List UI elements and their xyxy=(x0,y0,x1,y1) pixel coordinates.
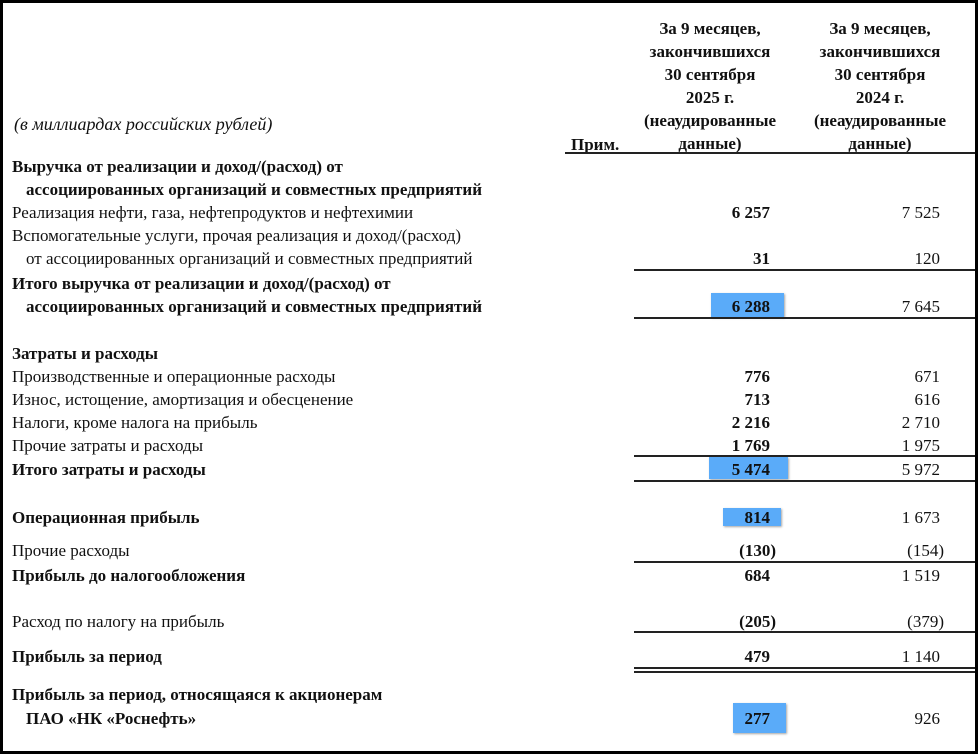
other-expenses-2024: (154) xyxy=(907,541,944,560)
header-line: данные) xyxy=(678,134,742,153)
income-tax-2025: (205) xyxy=(739,612,776,631)
unit-note: (в миллиардах российских рублей) xyxy=(14,114,273,134)
header-line: закончившихся xyxy=(819,42,941,61)
column-header-2024 xyxy=(795,17,965,155)
total-costs-label: Итого затраты и расходы xyxy=(12,460,206,479)
pretax-income-2024: 1 519 xyxy=(901,566,940,585)
operating-income-2024: 1 673 xyxy=(901,508,940,527)
production-costs-2025: 776 xyxy=(744,367,770,386)
total-rule xyxy=(634,480,975,482)
operating-income-2025: 814 xyxy=(744,508,770,527)
support-services-2025: 31 xyxy=(753,249,770,268)
net-income-label: Прибыль за период xyxy=(12,647,162,666)
income-tax-label: Расход по налогу на прибыль xyxy=(12,612,225,631)
net-income-shareholders-label-cont: ПАО «НК «Роснефть» xyxy=(26,709,197,728)
net-income-shareholders-label: Прибыль за период, относящаяся к акционерам xyxy=(12,685,383,704)
other-expenses-2025: (130) xyxy=(739,541,776,560)
total-revenue-2025: 6 288 xyxy=(731,297,770,316)
total-costs-2024: 5 972 xyxy=(901,460,940,479)
oil-sales-2025: 6 257 xyxy=(731,203,770,222)
header-line: 30 сентября xyxy=(834,65,926,84)
other-costs-2024: 1 975 xyxy=(901,436,940,455)
header-line: (неаудированные xyxy=(643,111,777,130)
net-income-shareholders-2025: 277 xyxy=(744,709,770,728)
revenue-heading-cont: ассоциированных организаций и совместных предприятий xyxy=(26,180,482,199)
column-header-2025 xyxy=(625,17,795,155)
support-services-label-cont: от ассоциированных организаций и совместных предприятий xyxy=(26,249,473,268)
subtotal-rule xyxy=(634,561,975,563)
net-income-shareholders-2024: 926 xyxy=(914,709,940,728)
net-income-2025: 479 xyxy=(744,647,770,666)
header-line: За 9 месяцев, xyxy=(659,19,761,38)
double-total-rule xyxy=(634,667,975,673)
other-costs-2025: 1 769 xyxy=(731,436,770,455)
subtotal-rule xyxy=(634,631,975,633)
header-line: (неаудированные xyxy=(813,111,947,130)
header-line: 2025 г. xyxy=(685,88,735,107)
header-line: За 9 месяцев, xyxy=(829,19,931,38)
header-line: 30 сентября xyxy=(664,65,756,84)
total-revenue-label-cont: ассоциированных организаций и совместных предприятий xyxy=(26,297,482,316)
net-income-2024: 1 140 xyxy=(901,647,940,666)
total-revenue-2024: 7 645 xyxy=(901,297,940,316)
production-costs-2024: 671 xyxy=(914,367,940,386)
costs-heading: Затраты и расходы xyxy=(12,344,159,363)
depreciation-2025: 713 xyxy=(744,390,770,409)
support-services-label: Вспомогательные услуги, прочая реализация и доход/(расход) xyxy=(12,226,462,245)
note-column-header: Прим. xyxy=(571,135,620,154)
header-divider xyxy=(565,152,975,154)
taxes-2024: 2 710 xyxy=(901,413,940,432)
oil-sales-label: Реализация нефти, газа, нефтепродуктов и нефтехимии xyxy=(12,203,414,222)
operating-income-label: Операционная прибыль xyxy=(12,508,200,527)
total-revenue-label: Итого выручка от реализации и доход/(расход) от xyxy=(12,274,391,293)
other-costs-label: Прочие затраты и расходы xyxy=(12,436,204,455)
header-line: 2024 г. xyxy=(855,88,905,107)
taxes-label: Налоги, кроме налога на прибыль xyxy=(12,413,258,432)
production-costs-label: Производственные и операционные расходы xyxy=(12,367,336,386)
subtotal-rule xyxy=(634,455,975,457)
income-tax-2024: (379) xyxy=(907,612,944,631)
other-expenses-label: Прочие расходы xyxy=(12,541,130,560)
total-rule xyxy=(634,317,975,319)
subtotal-rule xyxy=(634,269,975,271)
header-line: данные) xyxy=(848,134,912,153)
header-line: закончившихся xyxy=(649,42,771,61)
pretax-income-label: Прибыль до налогообложения xyxy=(12,566,246,585)
oil-sales-2024: 7 525 xyxy=(901,203,940,222)
pretax-income-2025: 684 xyxy=(744,566,770,585)
depreciation-label: Износ, истощение, амортизация и обесценение xyxy=(12,390,354,409)
total-costs-2025: 5 474 xyxy=(731,460,770,479)
taxes-2025: 2 216 xyxy=(731,413,770,432)
support-services-2024: 120 xyxy=(914,249,940,268)
revenue-heading: Выручка от реализации и доход/(расход) от xyxy=(12,157,343,176)
depreciation-2024: 616 xyxy=(914,390,940,409)
